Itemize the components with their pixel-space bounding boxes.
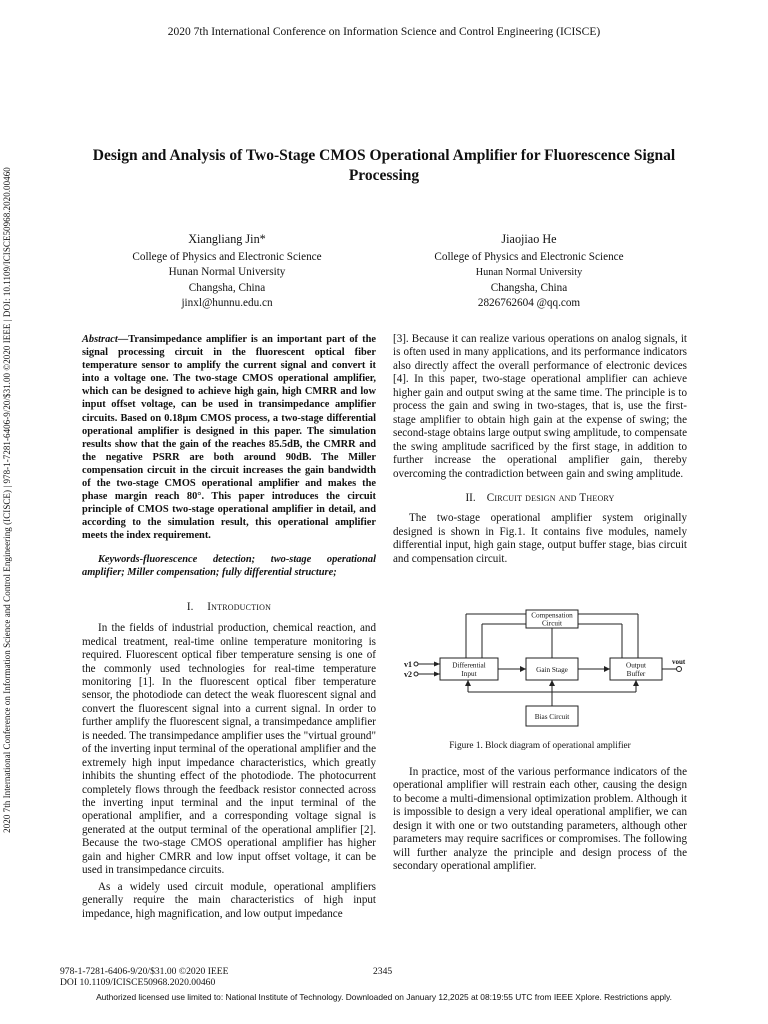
output-buffer-label: Output [626, 661, 646, 670]
author-dept: College of Physics and Electronic Science [434, 250, 624, 263]
author-location: Changsha, China [490, 281, 568, 294]
differential-label-2: Input [461, 670, 477, 678]
compensation-label: Compensation [531, 611, 573, 620]
input-v2-label: v2 [404, 670, 412, 679]
bias-circuit-label: Bias Circuit [534, 713, 570, 721]
footer-isbn: 978-1-7281-6406-9/20/$31.00 ©2020 IEEE [60, 966, 229, 977]
author-name: Xiangliang Jin* [188, 232, 266, 246]
intro-paragraph-2: As a widely used circuit module, operational amplifiers generally require the main characteristics of high input impedance, high magnification, and low output impedance [82, 880, 376, 920]
author-org: Hunan Normal University [168, 266, 286, 278]
block-diagram-figure [404, 602, 694, 734]
right-paragraph-2: The two-stage operational amplifier system originally designed is shown in Fig.1. It contains five modules, namely differential input, high gain stage, output buffer stage, bias circuit and compensation circuit. [393, 512, 687, 565]
author-dept: College of Physics and Electronic Science [132, 250, 322, 263]
input-v1-label: v1 [404, 660, 412, 669]
gain-stage-label: Gain Stage [536, 666, 568, 674]
author-email: jinxl@hunnu.edu.cn [181, 297, 273, 309]
section-title: Introduction [207, 600, 272, 613]
section-number: II. [465, 491, 476, 504]
output-vout-label: vout [672, 658, 686, 666]
intro-paragraph-1: In the fields of industrial production, chemical reaction, and medical treatment, real-time online temperature monitoring is required. Fluorescent optical fiber temperature sensing is one of the commonly used technologies for real-time temperature monitoring [1]. In the fluorescent optical fiber temperature sensor, the photodiode can detect the weak fluorescent signal and convert the fluorescent signal into a current signal. In order to further amplify the fluorescent signal, a transimpedance amplifier is needed. The transimpedance amplifier uses the "virtual ground" of the inverting input terminal of the operational amplifier and the extremely high input impedance characteristics, which greatly inhibits the shunting effect of the photodiode. The photocurrent completely flows through the feedback resistor connected across the inverting input terminal and the input terminal of the operational amplifier, and a corresponding voltage signal is generated at the output terminal of the operational amplifier [2]. Because the two-stage CMOS operational amplifier has higher gain and higher CMRR and low input offset voltage, it can be used in transimpedance circuits. [82, 622, 376, 877]
right-paragraph-1: [3]. Because it can realize various operations on analog signals, it is often used in many applications, and its performance indicators also directly affect the overall performance of electronic devices [4]. In this paper, two-stage operational amplifier can achieve higher gain and output swing at the same time. The principle is to process the gain and swing in two-stages, that is, use the first-stage amplifier to obtain high gain at the expense of swing; the second-stage obtains large output swing amplitude, to compensate the swing amplitude sacrificed by the first stage, in addition to further increase the operational amplifier gain, thereby overcoming the contradiction between gain and swing amplitude. [393, 333, 687, 480]
right-column-lower [393, 766, 687, 874]
page-number: 2345 [373, 966, 393, 977]
section-heading-circuit-design [393, 492, 687, 505]
side-citation-note: 2020 7th International Conference on Information Science and Control Engineering (ICISCE) | 978-1-7281-6406-9/20/$31.00 ©2020 IEEE | DOI: 10.1109/ICISCE50968.2020.00460 [2, 167, 12, 833]
abstract-text: —Transimpedance amplifier is an important part of the signal processing circuit in the fluorescent optical fiber temperature sensor to amplify the current signal and convert it into a voltage one. The two-stage CMOS operational amplifier, which can be designed to achieve high gain, high CMRR and low input offset voltage, can be used in transimpedance amplifier circuits. Based on 0.18μm CMOS process, a two-stage differential operational amplifier is designed in this paper. The simulation results show that the gain of the reaches 85.5dB, the CMRR and the negative PSRR are both around 90dB. The Miller compensation circuit in the circuit increases the gain bandwidth of the two-stage CMOS operational amplifier and makes the phase margin reach 80°. This paper introduces the circuit principle of CMOS two-stage operational amplifier in detail, and according to the simulation result, this operational amplifier meets the index requirement. [82, 334, 376, 542]
right-column [393, 333, 687, 566]
abstract [82, 333, 376, 543]
author-block-1 [92, 232, 362, 312]
footer-doi: DOI 10.1109/ICISCE50968.2020.00460 [60, 977, 216, 988]
author-name: Jiaojiao He [501, 232, 557, 246]
author-org: Hunan Normal University [475, 267, 583, 278]
author-block-2 [394, 232, 664, 312]
license-notice: Authorized licensed use limited to: National Institute of Technology. Downloaded on January 12,2025 at 08:19:55 UTC from IEEE Xplore. Restrictions apply. [96, 992, 672, 1002]
figure-caption: Figure 1. Block diagram of operational amplifier [449, 741, 631, 751]
author-location: Changsha, China [188, 281, 266, 294]
compensation-label-2: Circuit [542, 619, 562, 628]
keywords: Keywords-fluorescence detection; two-stage operational amplifier; Miller compensation; fully differential structure; [82, 553, 376, 578]
right-paragraph-3: In practice, most of the various performance indicators of the operational amplifier will restrain each other, causing the design to become a multi-dimensional optimization problem. Although it is impossible to design a very ideal operational amplifier, we can design it with one or two outstanding parameters, although other parameters may require sacrifices or compromises. The following will further analyze the principle and design process of the secondary operational amplifier. [393, 766, 687, 873]
author-email: 2826762604 @qq.com [477, 297, 581, 309]
abstract-lead: Abstract [82, 334, 118, 345]
left-column [82, 333, 376, 921]
output-buffer-label-2: Buffer [626, 670, 646, 678]
section-number: I. [186, 600, 194, 613]
conference-header: 2020 7th International Conference on Information Science and Control Engineering (ICISCE) [167, 26, 601, 38]
section-title: Circuit design and Theory [486, 491, 615, 504]
paper-title: Design and Analysis of Two-Stage CMOS Operational Amplifier for Fluorescence Signal Processing [92, 147, 676, 184]
section-heading-introduction [82, 601, 376, 614]
differential-label: Differential [452, 661, 486, 670]
